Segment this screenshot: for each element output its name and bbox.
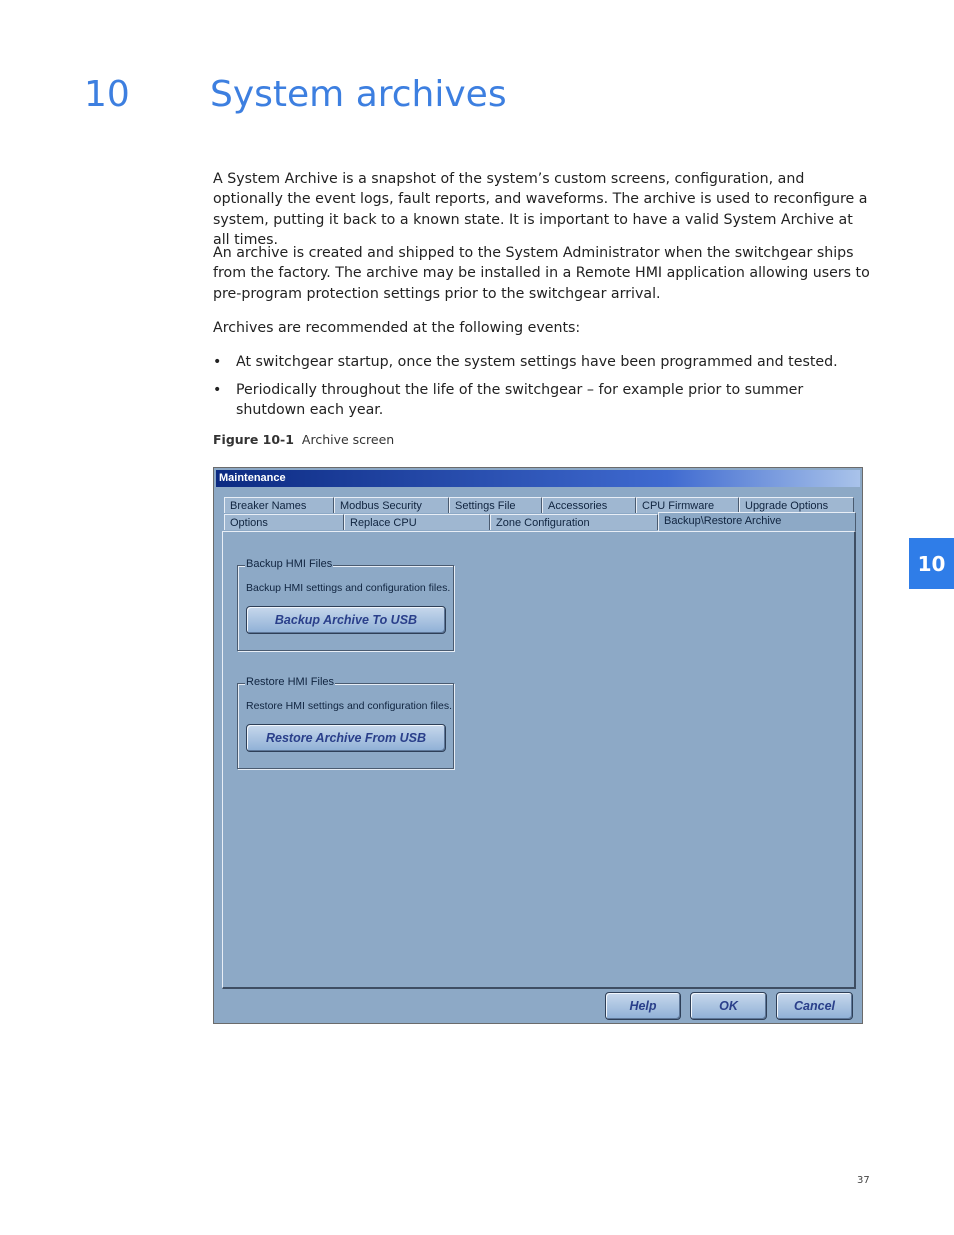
intro-paragraph: A System Archive is a snapshot of the system’s custom screens, configuration, and optionally the event logs, fault reports, and waveforms. The archive is used to reconfigure a system, putting it back to a known state. It is important to have a valid System Archive at all times. <box>213 171 868 248</box>
backup-hmi-files-group <box>237 558 454 651</box>
chapter-title: System archives <box>210 74 507 115</box>
figure-caption-text: Archive screen <box>301 432 395 447</box>
figure-label: Figure 10-1 <box>213 432 294 447</box>
group-legend: Backup HMI Files <box>246 558 333 570</box>
maintenance-dialog <box>213 467 863 1024</box>
tab-breaker-names[interactable]: Breaker Names <box>224 497 334 513</box>
backup-archive-button[interactable]: Backup Archive To USB <box>246 606 446 634</box>
bullet-icon: • <box>213 382 222 398</box>
tab-backup-restore-archive[interactable]: Backup\Restore Archive <box>658 512 856 532</box>
ok-button[interactable]: OK <box>690 992 767 1020</box>
help-button[interactable]: Help <box>605 992 681 1020</box>
tab-settings-file[interactable]: Settings File <box>449 497 542 513</box>
tab-options[interactable]: Options <box>224 514 344 530</box>
restore-hmi-files-group <box>237 676 454 769</box>
cancel-button[interactable]: Cancel <box>776 992 853 1020</box>
figure-caption <box>213 432 394 447</box>
bullet-icon: • <box>213 354 222 370</box>
list-item-text: At switchgear startup, once the system settings have been programmed and tested. <box>236 354 838 370</box>
tab-modbus-security[interactable]: Modbus Security <box>334 497 449 513</box>
group-description: Restore HMI settings and configuration files. <box>246 700 453 712</box>
list-item-text: Periodically throughout the life of the switchgear – for example prior to summer shutdown each year. <box>236 382 804 419</box>
chapter-side-tab: 10 <box>909 538 954 589</box>
backup-restore-panel <box>222 531 856 989</box>
dialog-title-bar: Maintenance <box>216 470 860 487</box>
tab-replace-cpu[interactable]: Replace CPU <box>344 514 490 530</box>
tab-accessories[interactable]: Accessories <box>542 497 636 513</box>
tab-upgrade-options[interactable]: Upgrade Options <box>739 497 854 513</box>
page-number: 37 <box>857 1175 870 1186</box>
group-description: Backup HMI settings and configuration files. <box>246 582 451 594</box>
tab-zone-configuration[interactable]: Zone Configuration <box>490 514 658 530</box>
group-legend: Restore HMI Files <box>246 676 335 688</box>
chapter-number: 10 <box>84 74 130 115</box>
archive-shipping-paragraph: An archive is created and shipped to the System Administrator when the switchgear ships from the factory. The archive may be installed in a Remote HMI application allowing users to pre-program protection settings prior to the switchgear arrival. <box>213 245 870 302</box>
tab-cpu-firmware[interactable]: CPU Firmware <box>636 497 739 513</box>
recommendation-paragraph: Archives are recommended at the following events: <box>213 320 581 336</box>
restore-archive-button[interactable]: Restore Archive From USB <box>246 724 446 752</box>
